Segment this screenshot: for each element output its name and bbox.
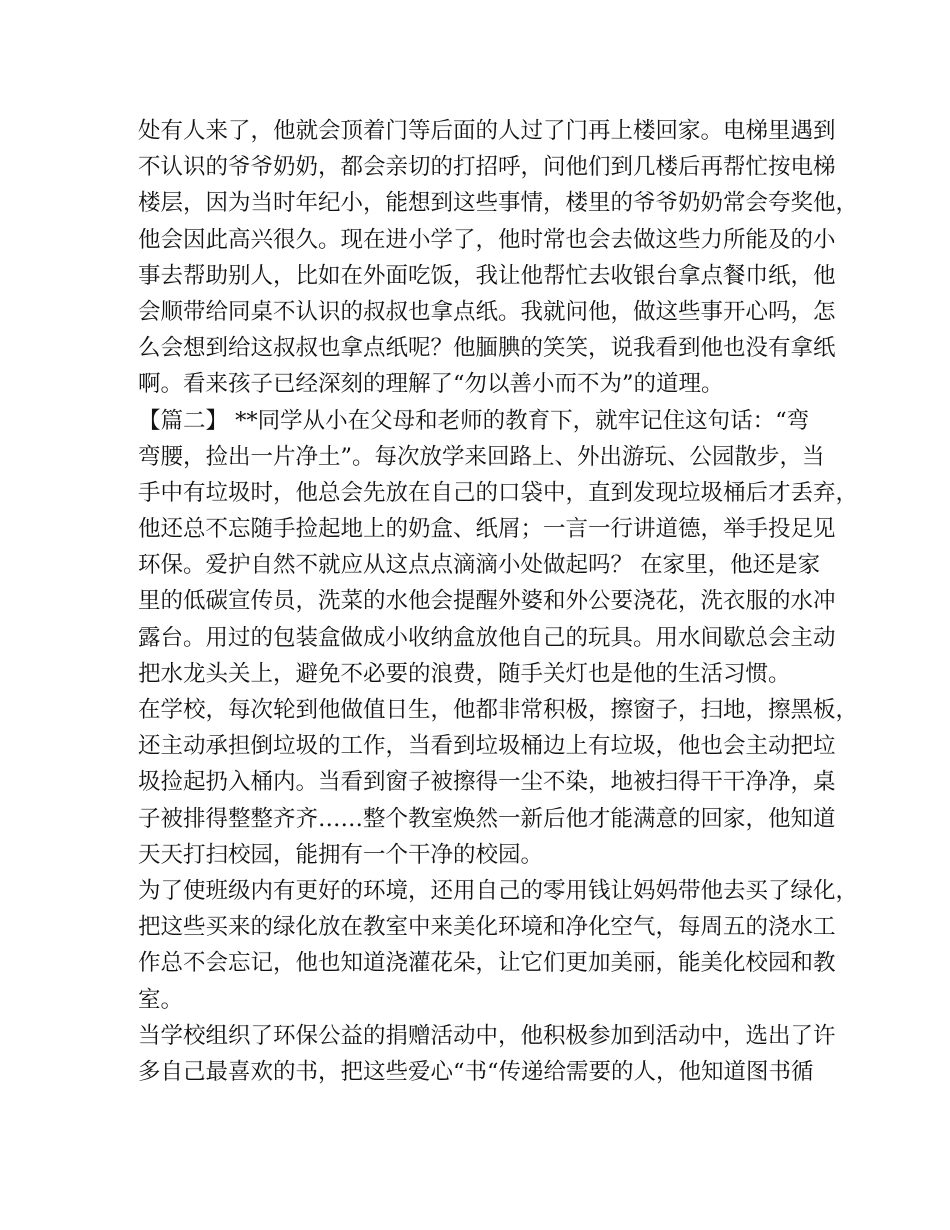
text-line: 他还总不忘随手捡起地上的奶盒、纸屑；一言一行讲道德，举手投足见 — [138, 516, 836, 543]
text-line: 天天打扫校园，能拥有一个干净的校园。 — [138, 841, 544, 868]
text-line: 还主动承担倒垃圾的工作，当看到垃圾桶边上有垃圾，他也会主动把垃 — [138, 733, 836, 760]
body-text — [138, 113, 859, 1090]
text-line: 手中有垃圾时，他总会先放在自己的口袋中，直到发现垃圾桶后才丢弃， — [138, 479, 859, 506]
text-line: 不认识的爷爷奶奶，都会亲切的打招呼，问他们到几楼后再帮忙按电梯 — [138, 154, 836, 181]
text-line: 把水龙头关上，避免不必要的浪费，随手关灯也是他的生活习惯。 — [138, 660, 791, 687]
text-line: 当学校组织了环保公益的捐赠活动中，他积极参加到活动中，选出了许 — [138, 1022, 836, 1049]
text-line: 弯腰，捡出一片净土”。每次放学来回路上、外出游玩、公园散步，当 — [138, 443, 825, 470]
text-line: 楼层，因为当时年纪小，能想到这些事情，楼里的爷爷奶奶常会夸奖他， — [138, 190, 859, 217]
text-line: 子被排得整整齐齐……整个教室焕然一新后他才能满意的回家，他知道 — [138, 805, 836, 832]
text-line: 事去帮助别人，比如在外面吃饭，我让他帮忙去收银台拿点餐巾纸，他 — [138, 262, 836, 289]
text-line: 他会因此高兴很久。现在进小学了，他时常也会去做这些力所能及的小 — [138, 226, 836, 253]
text-line: 圾捡起扔入桶内。当看到窗子被擦得一尘不染，地被扫得干干净净，桌 — [138, 769, 836, 796]
text-line: 环保。爱护自然不就应从这点点滴滴小处做起吗？ 在家里，他还是家 — [138, 552, 821, 579]
text-line: 露台。用过的包装盒做成小收纳盒放他自己的玩具。用水间歇总会主动 — [138, 624, 836, 651]
text-line: 处有人来了，他就会顶着门等后面的人过了门再上楼回家。电梯里遇到 — [138, 118, 836, 144]
text-line: 么会想到给这叔叔也拿点纸呢？他腼腆的笑笑，说我看到他也没有拿纸 — [138, 335, 836, 362]
text-line: 为了使班级内有更好的环境，还用自己的零用钱让妈妈带他去买了绿化， — [138, 877, 859, 904]
text-line: 里的低碳宣传员，洗菜的水他会提醒外婆和外公要浇花，洗衣服的水冲 — [138, 588, 836, 615]
text-line: 啊。看来孩子已经深刻的理解了“勿以善小而不为”的道理。 — [138, 371, 724, 398]
text-line: 多自己最喜欢的书，把这些爱心“书“传递给需要的人，他知道图书循 — [138, 1058, 814, 1085]
text-line: 会顺带给同桌不认识的叔叔也拿点纸。我就问他，做这些事开心吗，怎 — [138, 298, 836, 325]
text-line: 在学校，每次轮到他做值日生，他都非常积极，擦窗子，扫地，擦黑板， — [138, 697, 859, 723]
text-line: 室。 — [138, 986, 184, 1013]
text-line: 把这些买来的绿化放在教室中来美化环境和净化空气，每周五的浇水工 — [138, 914, 836, 941]
section-heading-line: 【篇二】 **同学从小在父母和老师的教育下，就牢记住这句话：“弯 — [138, 407, 810, 434]
text-line: 作总不会忘记，他也知道浇灌花朵，让它们更加美丽，能美化校园和教 — [138, 950, 836, 977]
